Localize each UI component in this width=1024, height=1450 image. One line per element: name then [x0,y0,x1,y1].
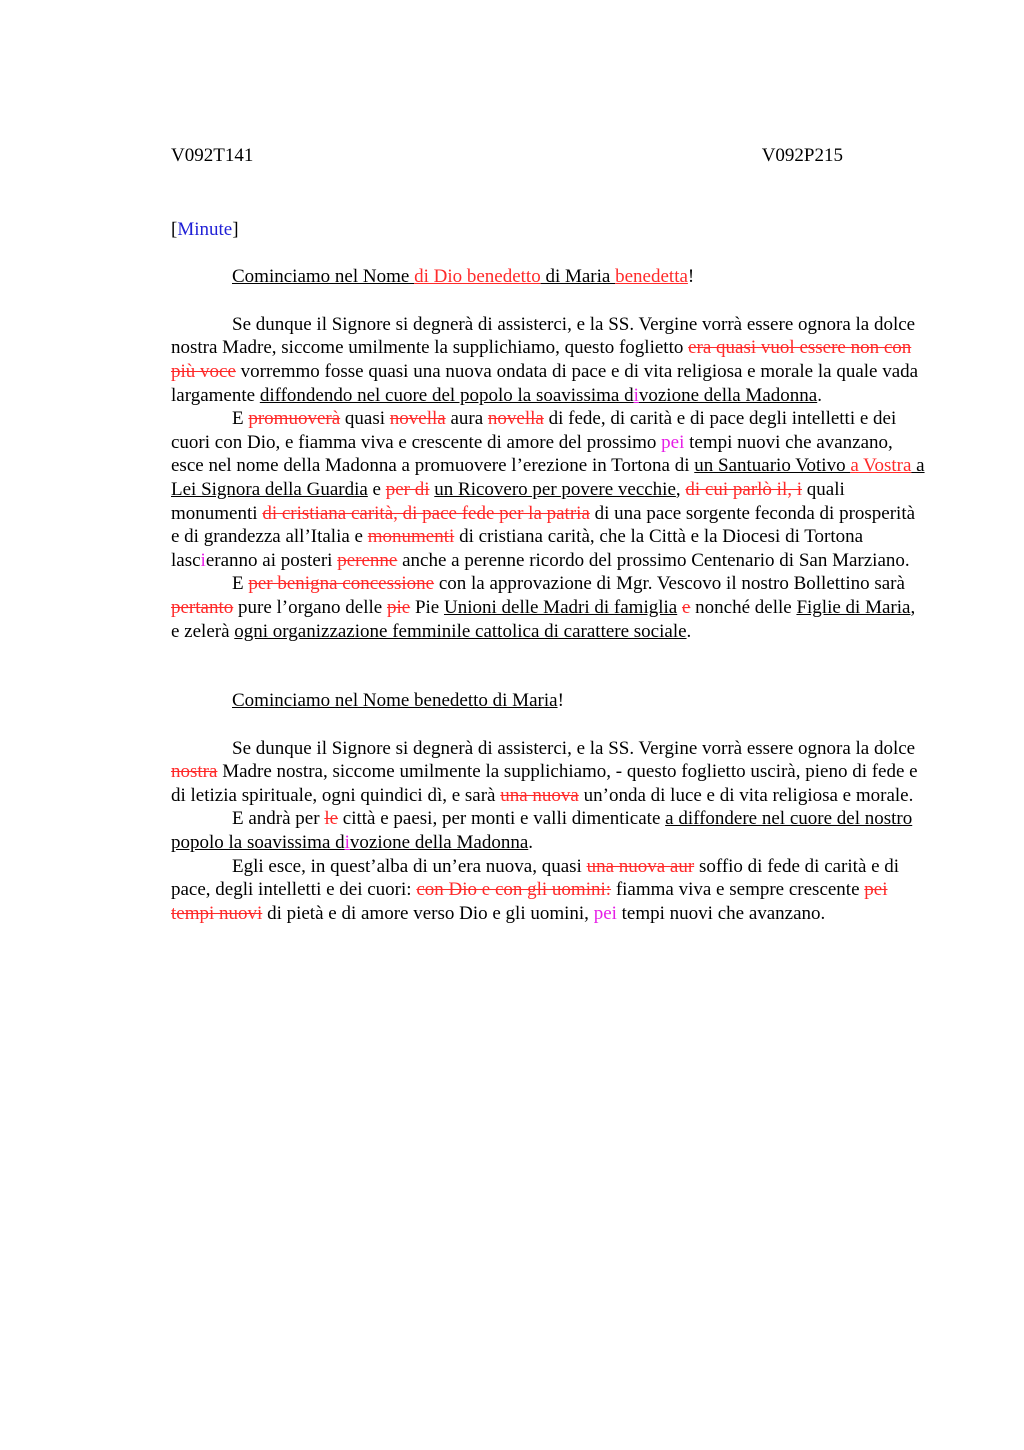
text-run: vorremmo fosse quasi una nuova ondata di pace e di vita religiosa e morale la quale vada largamente [171,360,919,406]
text-run: Madre nostra, siccome umilmente la supplichiamo, - questo foglietto uscirà, pieno di fede e di letizia spirituale, ogni quindici dì, e sarà [171,761,918,806]
underlined-text: a diffondere nel cuore del nostro popolo la soavissima d [171,808,913,854]
text-run: di cristiana carità, che la Città e la Diocesi di Tortona lasc [171,526,864,571]
text-run: , [675,478,686,500]
deleted-text: pie [386,596,411,618]
block1-title [171,265,927,289]
deleted-text: era quasi vuol essere non con più voce [171,337,912,382]
inserted-letter: pei [593,902,617,924]
deleted-text: di cristiana carità, di pace fede per la patria [262,502,590,524]
text-run: ! [557,690,564,712]
underlined-text: un Ricovero per povere vecchie [434,478,676,500]
text-run: E andrà per [232,808,325,830]
deleted-text: novella [389,408,446,430]
deleted-text: di cui parlò il, i [685,478,803,500]
text-run: E [232,408,249,430]
inserted-letter: pei [661,431,685,453]
underlined-text: a Lei Signora della Guardia [171,455,925,500]
underlined-text: un Santuario Votivo [694,455,851,477]
text-run: di fede, di carità e di pace degli intelletti e dei cuori con Dio, e fiamma viva e crescente di amore del prossimo [171,408,897,453]
text-run: quasi [340,408,390,430]
text-run: eranno ai posteri [205,549,338,571]
text-run: tempi nuovi che avanzano, esce nel nome della Madonna a promuovere l’erezione in Tortona di [171,431,893,477]
text-run: fiamma viva e sempre crescente [611,879,865,901]
text-run: Egli esce, in quest’alba di un’era nuova, quasi [232,855,587,877]
deleted-text: di Dio benedetto [414,266,541,288]
deleted-text: monumenti [367,526,455,548]
deleted-text: le [324,808,339,830]
deleted-text: per benigna concessione [248,573,435,595]
underlined-text: vozione della Madonna [349,832,529,854]
block1-paragraph-2 [171,407,927,572]
block2-paragraph-1 [171,737,927,808]
underlined-text: Cominciamo nel Nome benedetto di Maria [232,690,558,712]
deleted-text: promuoverà [248,408,341,430]
text-run: ! [687,266,695,288]
text-run: di una pace sorgente feconda di prosperità e di grandezza all’Italia e [171,502,916,548]
block2-title [171,689,927,713]
inserted-letter: i [633,384,639,406]
deleted-text: pei tempi nuovi [171,879,888,924]
minute-word: Minute [177,218,233,240]
text-run: un’onda di luce e di vita religiosa e morale. [578,784,914,806]
underlined-text: Unioni delle Madri di famiglia [443,596,678,618]
underlined-text: vozione della Madonna [638,384,818,406]
text-run: tempi nuovi che avanzano. [616,902,826,924]
text-run: pure l’organo delle [233,596,387,618]
text-run: . [528,832,534,854]
block2-paragraph-2 [171,807,927,854]
text-run: di pietà e di amore verso Dio e gli uomini, [262,902,594,924]
text-run: aura [445,408,488,430]
minute-label: [Minute] [171,218,239,240]
text-run: , e zelerà [171,596,916,642]
text-run: anche a perenne ricordo del prossimo Centenario di San Marziano. [397,549,910,571]
text-run: città e paesi, per monti e valli dimenticate [338,808,666,830]
deleted-text: novella [487,408,544,430]
text-run: con la approvazione di Mgr. Vescovo il nostro Bollettino sarà [434,573,905,595]
underlined-text: ogni organizzazione femminile cattolica di carattere sociale [234,620,687,642]
deleted-text: per di [385,478,430,500]
text-run: quali monumenti [171,478,845,524]
underlined-text: diffondendo nel cuore del popolo la soavissima d [259,384,634,406]
deleted-text: benedetta [615,266,688,288]
document-page [171,144,927,925]
block1-paragraph-1 [171,313,927,407]
text-run: . [817,384,822,406]
deleted-text: e [681,596,691,618]
block1-paragraph-3 [171,572,927,643]
text-run: E [232,573,249,595]
text-run: soffio di fede di carità e di pace, degli intelletti e dei cuori: [171,855,900,901]
text-run: e [367,478,386,500]
document-code-right: V092P215 [761,145,843,166]
underlined-text: Figlie di Maria [796,596,911,618]
document-code-left: V092T141 [171,145,254,166]
deleted-text: perenne [337,549,398,571]
document-header [171,144,927,168]
inserted-letter: i [344,832,350,854]
text-run: Se dunque il Signore si degnerà di assisterci, e la SS. Vergine vorrà essere ognora la dolce [232,737,916,759]
deleted-text: a Vostra [850,455,912,477]
underlined-text: di Maria [540,266,616,288]
text-run: Pie [410,596,444,618]
deleted-text: una nuova aur [586,855,695,877]
deleted-text: con Dio e con gli uomini: [416,879,612,901]
deleted-text: pertanto [171,596,234,618]
deleted-text: una nuova [500,784,579,806]
underlined-text: Cominciamo nel Nome [232,266,415,288]
deleted-text: nostra [171,761,218,783]
inserted-letter: i [200,549,206,571]
text-run: Se dunque il Signore si degnerà di assisterci, e la SS. Vergine vorrà essere ognora la dolce nostra Madre, siccome umilmente la supplichiamo, questo foglietto [171,313,916,359]
block2-paragraph-3 [171,855,927,926]
text-run: . [686,620,692,642]
text-run: nonché delle [690,596,797,618]
